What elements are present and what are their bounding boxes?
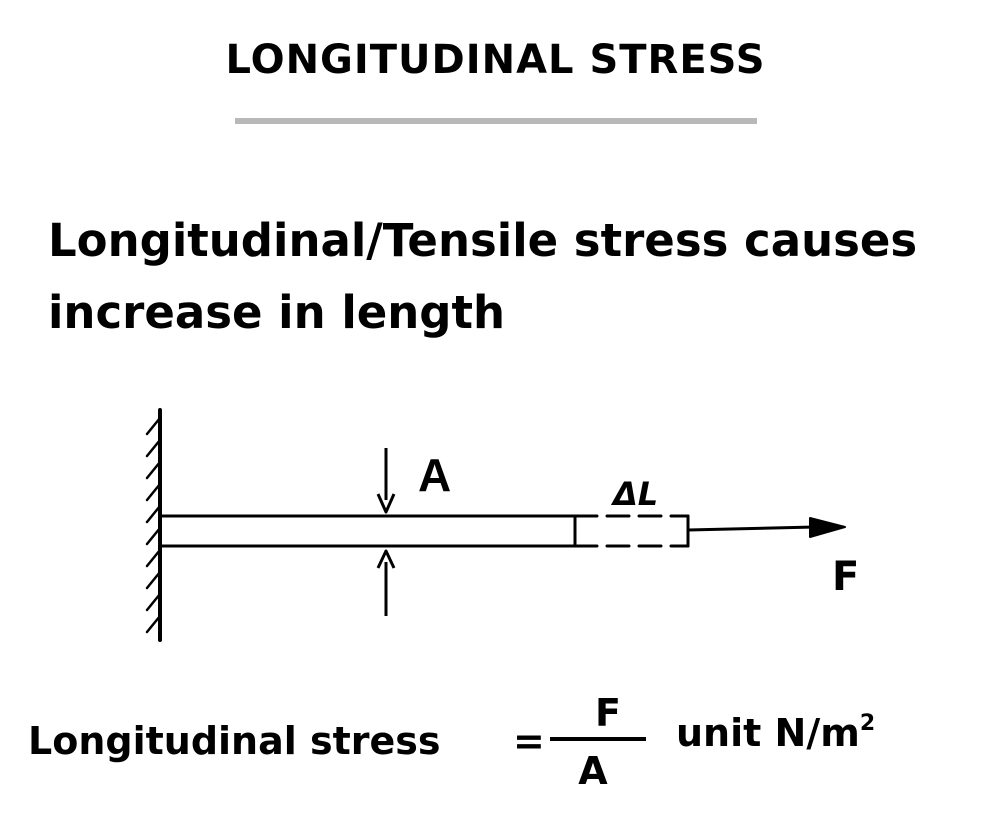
force-label: F [832,554,860,600]
area-arrow-bottom [378,551,394,616]
equals-sign: = [513,719,545,763]
area-label: A [418,449,452,501]
description-line-1: Longitudinal/Tensile stress causes [48,214,918,267]
force-arrow [688,518,845,537]
page-title: LONGITUDINAL STRESS [225,37,766,83]
description-line-2: increase in length [48,286,506,339]
unit-exponent: 2 [859,711,876,736]
rod [162,516,575,546]
extension-label: ΔL [613,475,659,513]
unit-text: unit N/m [676,711,860,755]
formula-lhs: Longitudinal stress [28,719,441,763]
formula-numerator: F [595,691,621,735]
fixed-wall [147,410,160,640]
fraction-bar [550,737,646,741]
extension-outline [575,516,688,546]
formula-denominator: A [578,749,608,793]
formula-unit [676,711,876,755]
area-arrow-top [378,448,394,512]
